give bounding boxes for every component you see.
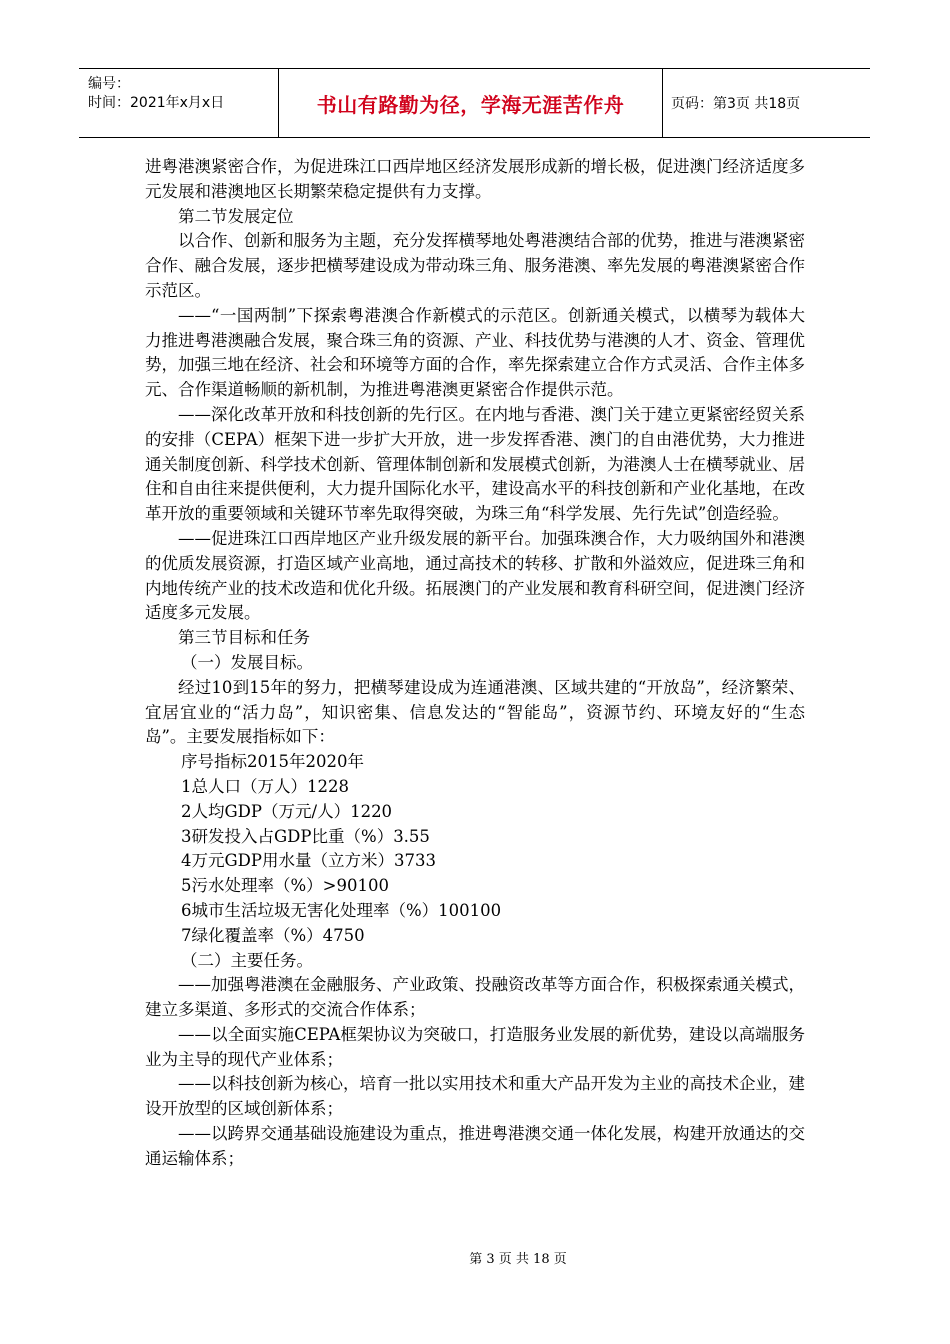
task-item: ——加强粤港澳在金融服务、产业政策、投融资改革等方面合作，积极探索通关模式，建立多渠道、多形式的交流合作体系； xyxy=(145,975,805,1020)
section-heading: 第二节发展定位 xyxy=(178,206,294,226)
subsection-heading: （二）主要任务。 xyxy=(181,950,313,970)
paragraph-continuation: 进粤港澳紧密合作，为促进珠江口西岸地区经济发展形成新的增长极，促进澳门经济适度多元发展和港澳地区长期繁荣稳定提供有力支撑。 xyxy=(145,157,805,201)
task-item: ——以跨界交通基础设施建设为重点，推进粤港澳交通一体化发展，构建开放通达的交通运输体系； xyxy=(145,1124,805,1168)
task-item: ——以全面实施CEPA框架协议为突破口，打造服务业发展的新优势，建设以高端服务业为主导的现代产业体系； xyxy=(145,1024,805,1069)
indicator-item: 6城市生活垃圾无害化处理率（%）100100 xyxy=(181,900,502,920)
paragraph: 经过10到15年的努力，把横琴建设成为连通港澳、区域共建的“开放岛”，经济繁荣、宜居宜业的“活力岛”，知识密集、信息发达的“智能岛”，资源节约、环境友好的“生态岛”。主要发展指标如下： xyxy=(145,677,805,747)
paragraph: 以合作、创新和服务为主题，充分发挥横琴地处粤港澳结合部的优势，推进与港澳紧密合作、融合发展，逐步把横琴建设成为带动珠三角、服务港澳、率先发展的粤港澳紧密合作示范区。 xyxy=(145,231,805,300)
document-number-label: 编号： xyxy=(88,76,130,92)
subsection-heading: （一）发展目标。 xyxy=(181,652,313,672)
indicator-item: 2人均GDP（万元/人）1220 xyxy=(181,801,393,821)
document-time-label: 时间：2021年x月x日 xyxy=(88,95,225,111)
indicator-item: 5污水处理率（%）>90100 xyxy=(181,876,389,896)
paragraph: ——促进珠江口西岸地区产业升级发展的新平台。加强珠澳合作，大力吸纳国外和港澳的优质发展资源，打造区域产业高地，通过高技术的转移、扩散和外溢效应，促进珠三角和内地传统产业的技术改造和优化升级。拓展澳门的产业发展和教育科研空间，促进澳门经济适度多元发展。 xyxy=(145,528,805,623)
paragraph: ——“一国两制”下探索粤港澳合作新模式的示范区。创新通关模式，以横琴为载体大力推进粤港澳融合发展，聚合珠三角的资源、产业、科技优势与港澳的人才、资金、管理优势，加强三地在经济、社会和环境等方面的合作，率先探索建立合作方式灵活、合作主体多元、合作渠道畅顺的新机制，为推进粤港澳更紧密合作提供示范。 xyxy=(145,305,805,400)
section-heading: 第三节目标和任务 xyxy=(178,628,310,648)
header-page-info: 页码：第3页 共18页 xyxy=(671,96,801,112)
document-body xyxy=(145,155,805,1172)
page-header xyxy=(79,68,870,138)
task-item: ——以科技创新为核心，培育一批以实用技术和重大产品开发为主业的高技术企业，建设开放型的区域创新体系； xyxy=(145,1074,805,1119)
paragraph: ——深化改革开放和科技创新的先行区。在内地与香港、澳门关于建立更紧密经贸关系的安排（CEPA）框架下进一步扩大开放，进一步发挥香港、澳门的自由港优势，大力推进通关制度创新、科学技术创新、管理体制创新和发展模式创新，为港澳人士在横琴就业、居住和自由往来提供便利，大力提升国际化水平，建设高水平的科技创新和产业化基地，在改革开放的重要领域和关键环节率先取得突破，为珠三角“科学发展、先行先试”创造经验。 xyxy=(145,404,805,524)
indicator-item: 4万元GDP用水量（立方米）3733 xyxy=(181,851,437,871)
header-motto-cell xyxy=(279,69,663,137)
page-footer: 第 3 页 共 18 页 xyxy=(469,1252,567,1267)
indicator-item: 3研发投入占GDP比重（%）3.55 xyxy=(181,826,430,846)
indicator-header: 序号指标2015年2020年 xyxy=(181,752,364,772)
indicator-item: 1总人口（万人）1228 xyxy=(181,776,349,796)
indicator-item: 7绿化覆盖率（%）4750 xyxy=(181,925,365,945)
header-meta xyxy=(79,69,279,137)
header-motto: 书山有路勤为径，学海无涯苦作舟 xyxy=(316,92,625,117)
